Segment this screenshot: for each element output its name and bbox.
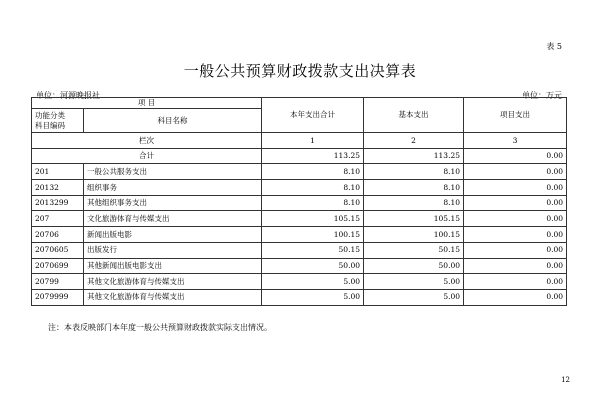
row-project: 0.00	[464, 195, 567, 211]
page-title: 一般公共预算财政拨款支出决算表	[183, 62, 417, 80]
header-basic: 基本支出	[364, 98, 464, 133]
column-index-3: 3	[464, 133, 567, 149]
row-project: 0.00	[464, 242, 567, 258]
row-total: 50.00	[262, 258, 364, 274]
total-project: 0.00	[464, 148, 567, 164]
row-name: 组织事务	[84, 180, 262, 196]
row-total: 5.00	[262, 274, 364, 290]
currency-unit: 单位：万元	[522, 91, 562, 100]
table-row	[32, 274, 567, 290]
table-row	[32, 211, 567, 227]
row-project: 0.00	[464, 180, 567, 196]
row-project: 0.00	[464, 227, 567, 243]
row-project: 0.00	[464, 289, 567, 305]
table-row	[32, 227, 567, 243]
row-code: 2070605	[32, 242, 84, 258]
row-basic: 5.00	[364, 274, 464, 290]
row-name: 新闻出版电影	[84, 227, 262, 243]
row-code: 20706	[32, 227, 84, 243]
row-basic: 100.15	[364, 227, 464, 243]
row-name: 其他组织事务支出	[84, 195, 262, 211]
row-code: 2079999	[32, 289, 84, 305]
header-item: 项 目	[32, 98, 262, 109]
reporting-unit: 单位：河源晚报社	[36, 91, 100, 100]
column-index-label: 栏次	[32, 133, 262, 149]
table-row	[32, 289, 567, 305]
total-amount: 113.25	[262, 148, 364, 164]
row-total: 8.10	[262, 195, 364, 211]
row-code: 207	[32, 211, 84, 227]
total-basic: 113.25	[364, 148, 464, 164]
table-row	[32, 195, 567, 211]
table-note: 注：本表反映部门本年度一般公共预算财政拨款实际支出情况。	[48, 323, 272, 332]
row-code: 20132	[32, 180, 84, 196]
row-basic: 8.10	[364, 180, 464, 196]
row-name: 文化旅游体育与传媒支出	[84, 211, 262, 227]
header-project: 项目支出	[464, 98, 567, 133]
row-total: 100.15	[262, 227, 364, 243]
row-name: 出版发行	[84, 242, 262, 258]
row-code: 2013299	[32, 195, 84, 211]
row-name: 其他文化旅游体育与传媒支出	[84, 289, 262, 305]
table-row	[32, 180, 567, 196]
table-row	[32, 258, 567, 274]
row-basic: 105.15	[364, 211, 464, 227]
page-number: 12	[561, 376, 570, 384]
row-name: 其他新闻出版电影支出	[84, 258, 262, 274]
column-index-1: 1	[262, 133, 364, 149]
row-basic: 50.15	[364, 242, 464, 258]
expenditure-table	[31, 97, 567, 306]
row-code: 2070699	[32, 258, 84, 274]
header-total: 本年支出合计	[262, 98, 364, 133]
row-total: 105.15	[262, 211, 364, 227]
row-name: 一般公共服务支出	[84, 164, 262, 180]
total-row	[32, 148, 567, 164]
row-total: 50.15	[262, 242, 364, 258]
header-subject-name: 科目名称	[84, 109, 262, 133]
row-code: 201	[32, 164, 84, 180]
total-label: 合计	[32, 148, 262, 164]
row-project: 0.00	[464, 164, 567, 180]
table-row	[32, 242, 567, 258]
row-basic: 5.00	[364, 289, 464, 305]
page-label: 表 5	[546, 42, 562, 51]
column-index-2: 2	[364, 133, 464, 149]
row-basic: 8.10	[364, 164, 464, 180]
row-basic: 8.10	[364, 195, 464, 211]
row-basic: 50.00	[364, 258, 464, 274]
table-row	[32, 164, 567, 180]
row-name: 其他文化旅游体育与传媒支出	[84, 274, 262, 290]
header-func-code: 功能分类 科目编码	[32, 109, 84, 133]
row-total: 5.00	[262, 289, 364, 305]
row-total: 8.10	[262, 180, 364, 196]
row-code: 20799	[32, 274, 84, 290]
row-project: 0.00	[464, 274, 567, 290]
row-project: 0.00	[464, 211, 567, 227]
row-project: 0.00	[464, 258, 567, 274]
row-total: 8.10	[262, 164, 364, 180]
